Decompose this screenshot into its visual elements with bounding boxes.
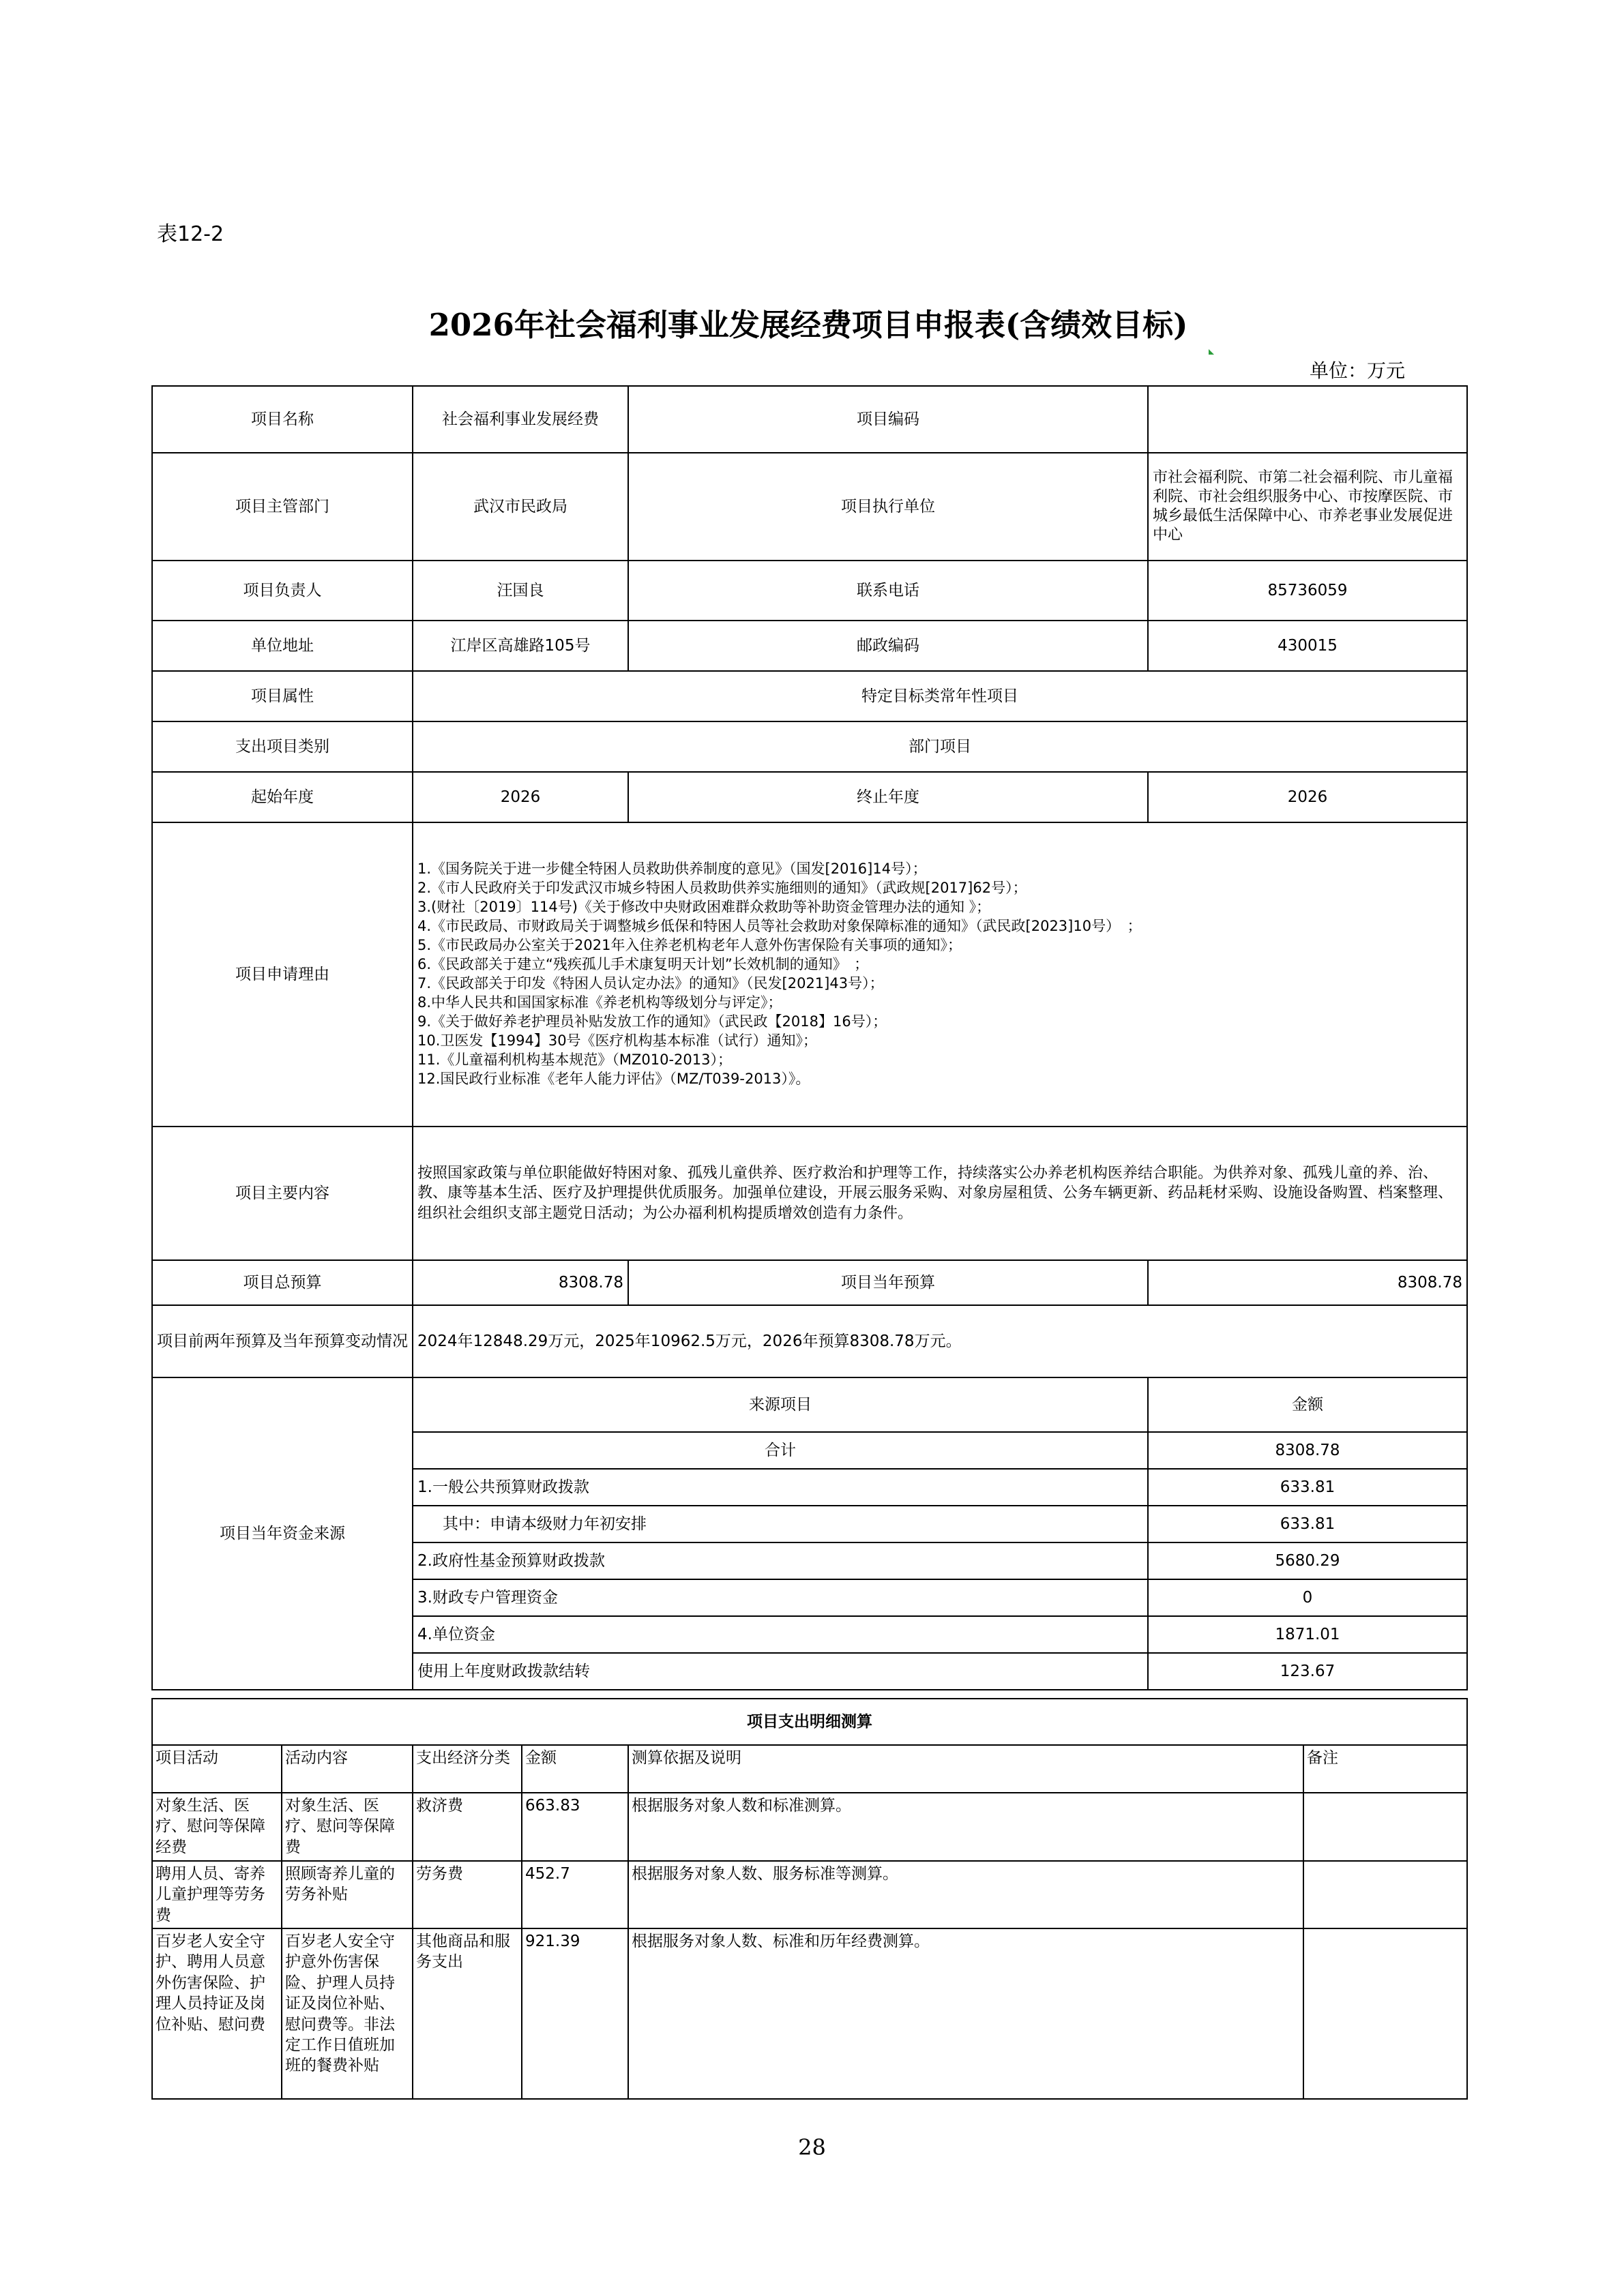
amount-cell: 663.83	[522, 1793, 628, 1861]
category-value: 部门项目	[413, 721, 1467, 772]
fund-source-header: 来源项目	[413, 1377, 1148, 1432]
reason-item: 7.《民政部关于印发《特困人员认定办法》的通知》（民发[2021]43号）；	[417, 975, 884, 992]
total-budget-value: 8308.78	[413, 1260, 628, 1305]
reason-item: 3.(财社〔2019〕114号)《关于修改中央财政困难群众救助等补助资金管理办法的通知 》；	[417, 899, 991, 916]
basis-cell: 根据服务对象人数和标准测算。	[628, 1793, 1303, 1861]
reason-item: 10.卫医发【1994】30号《医疗机构基本标准（试行）通知》；	[417, 1032, 818, 1049]
note-cell	[1303, 1861, 1467, 1928]
table-row	[152, 1127, 1467, 1260]
reason-list	[413, 822, 1467, 1127]
content-value: 按照国家政策与单位职能做好特困对象、孤残儿童供养、医疗救治和护理等工作，持续落实公办养老机构医养结合职能。为供养对象、孤残儿童的养、治、教、康等基本生活、医疗及护理提供优质服务。加强单位建设，开展云服务采购、对象房屋租赁、公务车辆更新、药品耗材采购、设施设备购置、档案整理、组织社会组织支部主题党日活动；为公办福利机构提质增效创造有力条件。	[413, 1127, 1467, 1260]
end-year-label: 终止年度	[628, 772, 1148, 822]
fund-row-name: 4.单位资金	[413, 1616, 1148, 1653]
reason-item: 4.《市民政局、市财政局关于调整城乡低保和特困人员等社会救助对象保障标准的通知》（武民政[2023]10号） ；	[417, 918, 1142, 935]
basis-cell: 根据服务对象人数、标准和历年经费测算。	[628, 1928, 1303, 2099]
column-header: 活动内容	[282, 1745, 413, 1793]
note-cell	[1303, 1793, 1467, 1861]
table-row	[152, 772, 1467, 822]
project-code-value	[1148, 386, 1467, 453]
project-code-label: 项目编码	[628, 386, 1148, 453]
total-budget-label: 项目总预算	[152, 1260, 413, 1305]
amount-cell: 452.7	[522, 1861, 628, 1928]
postcode-value: 430015	[1148, 621, 1467, 671]
amount-cell: 921.39	[522, 1928, 628, 2099]
table-row	[152, 453, 1467, 561]
fund-row-name: 合计	[413, 1432, 1148, 1469]
column-header: 支出经济分类	[413, 1745, 522, 1793]
activity-cell: 百岁老人安全守护、聘用人员意外伤害保险、护理人员持证及岗位补贴、慰问费	[152, 1928, 282, 2099]
fund-row-amount: 5680.29	[1148, 1542, 1467, 1579]
reason-item: 6.《民政部关于建立“残疾孤儿手术康复明天计划”长效机制的通知》 ；	[417, 956, 869, 973]
phone-value: 85736059	[1148, 561, 1467, 621]
fund-row-amount: 633.81	[1148, 1506, 1467, 1542]
table-row	[152, 386, 1467, 453]
fund-row-amount: 8308.78	[1148, 1432, 1467, 1469]
table-row	[152, 561, 1467, 621]
page-title: 2026年社会福利事业发展经费项目申报表(含绩效目标)	[428, 307, 1188, 343]
reason-label: 项目申请理由	[152, 822, 413, 1127]
column-header: 项目活动	[152, 1745, 282, 1793]
activity-cell: 对象生活、医疗、慰问等保障经费	[152, 1793, 282, 1861]
basis-cell: 根据服务对象人数、服务标准等测算。	[628, 1861, 1303, 1928]
reason-item: 12.国民政行业标准《老年人能力评估》（MZ/T039-2013）》。	[417, 1070, 810, 1087]
table-row	[152, 1928, 1467, 2099]
column-header: 备注	[1303, 1745, 1467, 1793]
note-cell	[1303, 1928, 1467, 2099]
page-number: 28	[798, 2134, 826, 2160]
reason-item: 9.《关于做好养老护理员补贴发放工作的通知》（武民政【2018】16号）；	[417, 1013, 887, 1030]
phone-label: 联系电话	[628, 561, 1148, 621]
dept-label: 项目主管部门	[152, 453, 413, 561]
start-year-value: 2026	[413, 772, 628, 822]
unit-label: 单位：万元	[1309, 359, 1405, 382]
expense-category-cell: 救济费	[413, 1793, 522, 1861]
reason-item: 11.《儿童福利机构基本规范》（MZ010-2013）；	[417, 1051, 733, 1068]
address-value: 江岸区高雄路105号	[413, 621, 628, 671]
exec-unit-value: 市社会福利院、市第二社会福利院、市儿童福利院、市社会组织服务中心、市按摩医院、市城乡最低生活保障中心、市养老事业发展促进中心	[1148, 453, 1467, 561]
fund-row-amount: 1871.01	[1148, 1616, 1467, 1653]
cell-marker-icon	[1209, 349, 1214, 355]
leader-label: 项目负责人	[152, 561, 413, 621]
fund-row-name: 其中：申请本级财力年初安排	[413, 1506, 1148, 1542]
reason-item: 8.中华人民共和国国家标准《养老机构等级划分与评定》；	[417, 994, 782, 1011]
fund-row-name: 2.政府性基金预算财政拨款	[413, 1542, 1148, 1579]
activity-content-cell: 百岁老人安全守护意外伤害保险、护理人员持证及岗位补贴、慰问费等。非法定工作日值班加班的餐费补贴	[282, 1928, 413, 2099]
address-label: 单位地址	[152, 621, 413, 671]
table-row	[152, 671, 1467, 721]
end-year-value: 2026	[1148, 772, 1467, 822]
fund-row-name: 1.一般公共预算财政拨款	[413, 1469, 1148, 1506]
expense-detail-table	[151, 1698, 1468, 2100]
year-budget-label: 项目当年预算	[628, 1260, 1148, 1305]
fund-row-amount: 633.81	[1148, 1469, 1467, 1506]
content-label: 项目主要内容	[152, 1127, 413, 1260]
category-label: 支出项目类别	[152, 721, 413, 772]
dept-value: 武汉市民政局	[413, 453, 628, 561]
table-row	[152, 721, 1467, 772]
table-row	[152, 621, 1467, 671]
table-row	[152, 1260, 1467, 1305]
table-row	[152, 1305, 1467, 1377]
table-row	[152, 1699, 1467, 1745]
table-number: 表12-2	[157, 222, 224, 246]
start-year-label: 起始年度	[152, 772, 413, 822]
fund-amount-header: 金额	[1148, 1377, 1467, 1432]
reason-item: 5.《市民政局办公室关于2021年入住养老机构老年人意外伤害保险有关事项的通知》；	[417, 937, 962, 954]
activity-content-cell: 对象生活、医疗、慰问等保障费	[282, 1793, 413, 1861]
table-row	[152, 1861, 1467, 1928]
table-row	[152, 1793, 1467, 1861]
project-name-label: 项目名称	[152, 386, 413, 453]
application-table	[151, 385, 1468, 1690]
column-header: 测算依据及说明	[628, 1745, 1303, 1793]
expense-category-cell: 劳务费	[413, 1861, 522, 1928]
table-row	[152, 822, 1467, 1127]
postcode-label: 邮政编码	[628, 621, 1148, 671]
leader-value: 汪国良	[413, 561, 628, 621]
section-title: 项目支出明细测算	[152, 1699, 1467, 1745]
attr-label: 项目属性	[152, 671, 413, 721]
activity-cell: 聘用人员、寄养儿童护理等劳务费	[152, 1861, 282, 1928]
fund-row-amount: 123.67	[1148, 1653, 1467, 1690]
exec-unit-label: 项目执行单位	[628, 453, 1148, 561]
fund-row-name: 3.财政专户管理资金	[413, 1579, 1148, 1616]
reason-item: 1.《国务院关于进一步健全特困人员救助供养制度的意见》（国发[2016]14号）；	[417, 861, 927, 878]
fund-row-name: 使用上年度财政拨款结转	[413, 1653, 1148, 1690]
year-budget-value: 8308.78	[1148, 1260, 1467, 1305]
budget-change-value: 2024年12848.29万元，2025年10962.5万元，2026年预算8308.78万元。	[413, 1305, 1467, 1377]
activity-content-cell: 照顾寄养儿童的劳务补贴	[282, 1861, 413, 1928]
table-row	[152, 1377, 1467, 1432]
fund-row-amount: 0	[1148, 1579, 1467, 1616]
budget-change-label: 项目前两年预算及当年预算变动情况	[152, 1305, 413, 1377]
fund-source-label: 项目当年资金来源	[152, 1377, 413, 1690]
reason-item: 2.《市人民政府关于印发武汉市城乡特困人员救助供养实施细则的通知》（武政规[2017]62号）；	[417, 880, 1027, 897]
attr-value: 特定目标类常年性项目	[413, 671, 1467, 721]
project-name-value: 社会福利事业发展经费	[413, 386, 628, 453]
expense-category-cell: 其他商品和服务支出	[413, 1928, 522, 2099]
column-header: 金额	[522, 1745, 628, 1793]
table-header-row	[152, 1745, 1467, 1793]
